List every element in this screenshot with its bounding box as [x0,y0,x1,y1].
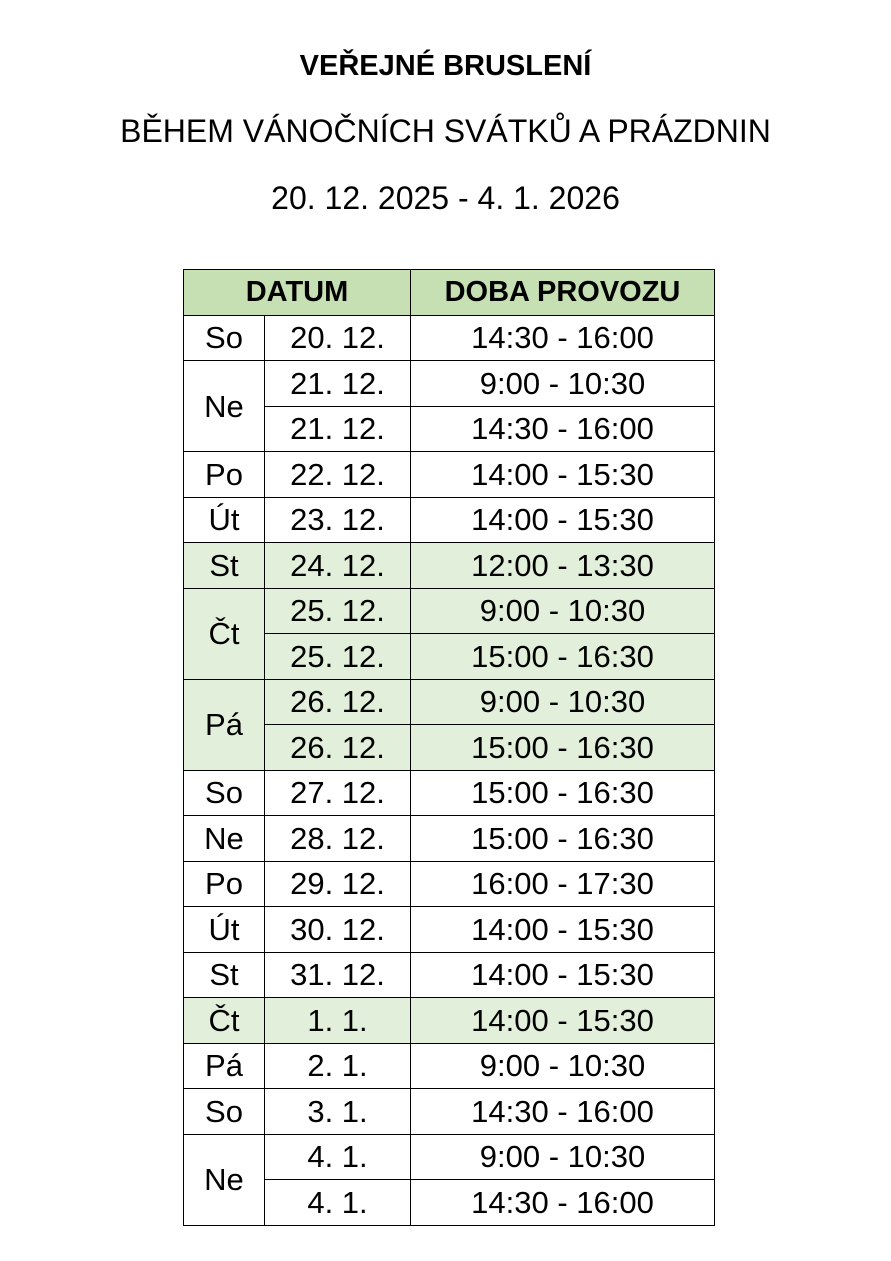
day-of-week-cell: Čt [184,998,265,1044]
date-cell: 31. 12. [265,952,411,998]
day-of-week-cell: Pá [184,679,265,770]
table-row [184,679,715,725]
table-header-row [184,270,715,316]
date-cell: 3. 1. [265,1089,411,1135]
date-range: 20. 12. 2025 - 4. 1. 2026 [271,180,620,216]
opening-hours-cell: 9:00 - 10:30 [411,679,715,725]
day-of-week-cell: Ne [184,361,265,452]
day-of-week-cell: Čt [184,588,265,679]
table-row [184,952,715,998]
day-of-week-cell: So [184,1089,265,1135]
opening-hours-cell: 14:30 - 16:00 [411,406,715,452]
opening-hours-cell: 9:00 - 10:30 [411,1043,715,1089]
day-of-week-cell: So [184,770,265,816]
date-cell: 21. 12. [265,361,411,407]
opening-hours-cell: 14:30 - 16:00 [411,315,715,361]
table-row [184,361,715,407]
page-subtitle: BĚHEM VÁNOČNÍCH SVÁTKŮ A PRÁZDNIN [120,113,771,149]
opening-hours-cell: 16:00 - 17:30 [411,861,715,907]
opening-hours-cell: 9:00 - 10:30 [411,361,715,407]
opening-hours-cell: 15:00 - 16:30 [411,816,715,862]
day-of-week-cell: Ne [184,816,265,862]
day-of-week-cell: St [184,952,265,998]
date-cell: 2. 1. [265,1043,411,1089]
column-header-doba-provozu: DOBA PROVOZU [411,270,715,316]
column-header-datum: DATUM [184,270,411,316]
skating-schedule-table [183,269,715,1226]
opening-hours-cell: 14:30 - 16:00 [411,1180,715,1226]
day-of-week-cell: Pá [184,1043,265,1089]
table-row [184,543,715,589]
opening-hours-cell: 9:00 - 10:30 [411,588,715,634]
opening-hours-cell: 15:00 - 16:30 [411,770,715,816]
table-row [184,1134,715,1180]
day-of-week-cell: So [184,315,265,361]
date-cell: 26. 12. [265,679,411,725]
table-row [184,861,715,907]
table-row [184,497,715,543]
table-row [184,998,715,1044]
table-row [184,315,715,361]
opening-hours-cell: 14:00 - 15:30 [411,452,715,498]
date-cell: 20. 12. [265,315,411,361]
day-of-week-cell: Po [184,452,265,498]
table-body [184,315,715,1225]
date-cell: 25. 12. [265,588,411,634]
page-title: VEŘEJNÉ BRUSLENÍ [299,50,592,82]
date-cell: 1. 1. [265,998,411,1044]
date-cell: 27. 12. [265,770,411,816]
opening-hours-cell: 14:00 - 15:30 [411,998,715,1044]
day-of-week-cell: Út [184,497,265,543]
date-cell: 25. 12. [265,634,411,680]
table-row [184,588,715,634]
opening-hours-cell: 14:00 - 15:30 [411,952,715,998]
opening-hours-cell: 12:00 - 13:30 [411,543,715,589]
date-cell: 28. 12. [265,816,411,862]
table-row [184,452,715,498]
table-row [184,770,715,816]
date-cell: 4. 1. [265,1134,411,1180]
date-cell: 29. 12. [265,861,411,907]
date-cell: 22. 12. [265,452,411,498]
opening-hours-cell: 9:00 - 10:30 [411,1134,715,1180]
day-of-week-cell: St [184,543,265,589]
opening-hours-cell: 14:00 - 15:30 [411,497,715,543]
opening-hours-cell: 14:30 - 16:00 [411,1089,715,1135]
table-row [184,1043,715,1089]
date-cell: 26. 12. [265,725,411,771]
table-row [184,1089,715,1135]
day-of-week-cell: Út [184,907,265,953]
table-row [184,816,715,862]
date-cell: 24. 12. [265,543,411,589]
date-cell: 30. 12. [265,907,411,953]
day-of-week-cell: Po [184,861,265,907]
date-cell: 21. 12. [265,406,411,452]
opening-hours-cell: 15:00 - 16:30 [411,725,715,771]
date-cell: 23. 12. [265,497,411,543]
date-cell: 4. 1. [265,1180,411,1226]
opening-hours-cell: 14:00 - 15:30 [411,907,715,953]
opening-hours-cell: 15:00 - 16:30 [411,634,715,680]
day-of-week-cell: Ne [184,1134,265,1225]
table-row [184,907,715,953]
